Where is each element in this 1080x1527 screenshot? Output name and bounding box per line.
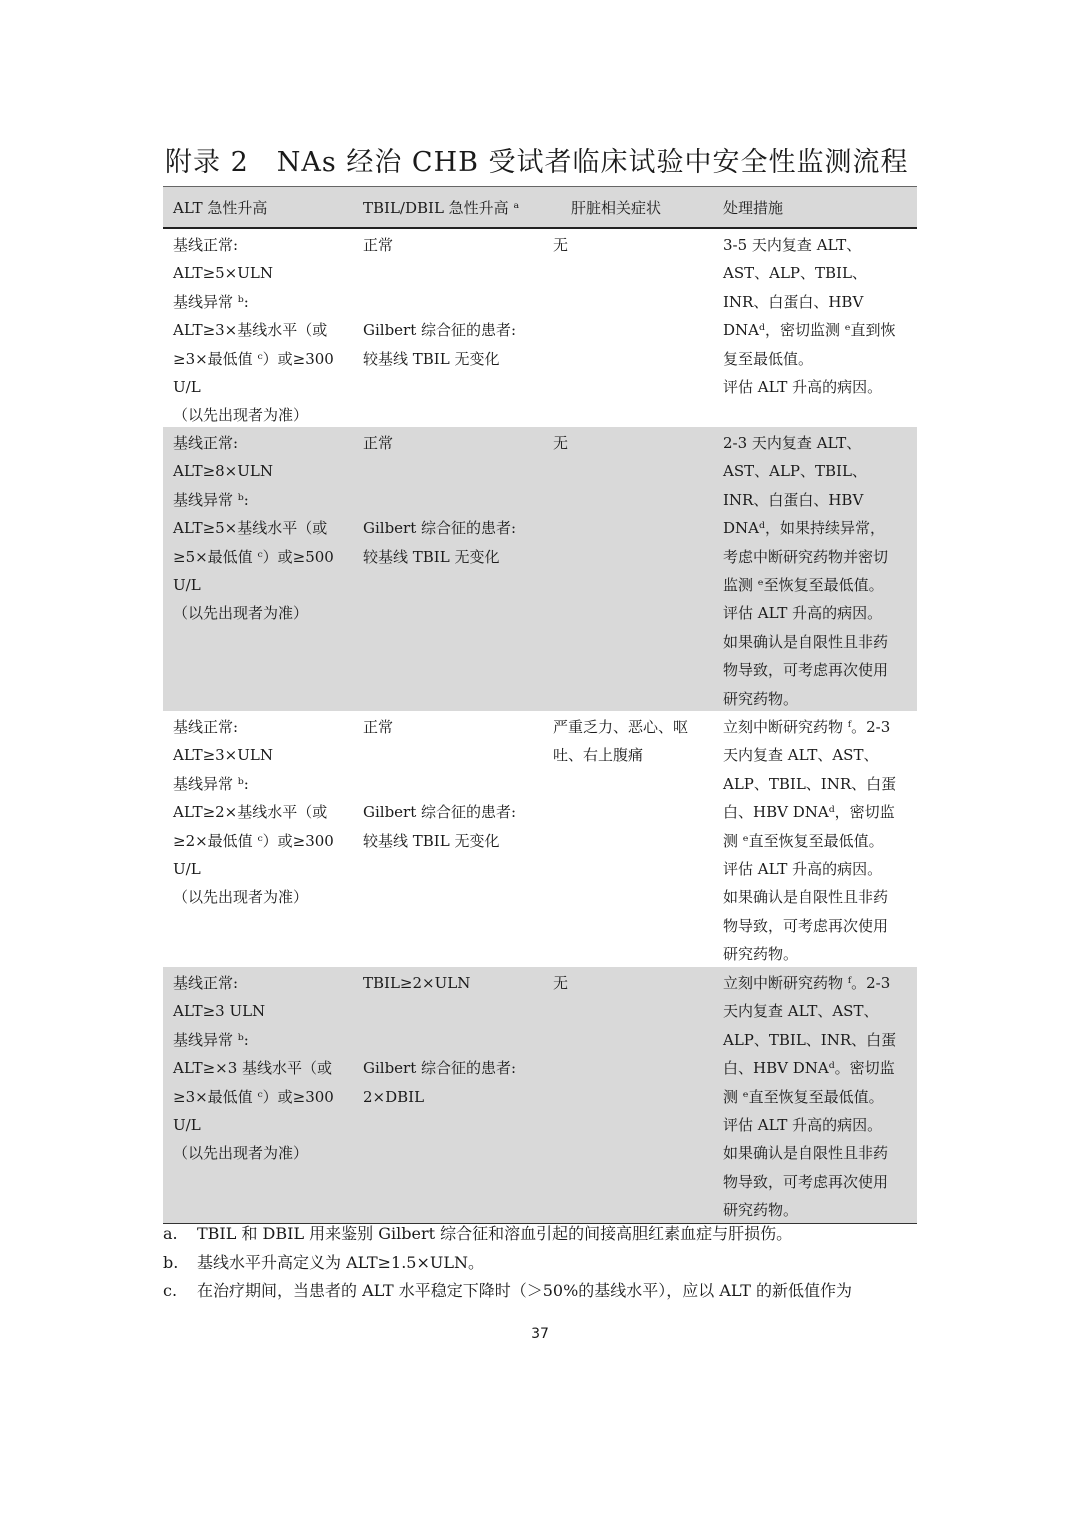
cell-symptom: 无 [553, 434, 569, 452]
cell-action: 3-5 天内复查 ALT、 AST、ALP、TBIL、 INR、白蛋白、HBV DNAᵈ，密切监测 ᵉ直到恢 复至最低值。 评估 ALT 升高的病因。 [723, 236, 896, 397]
cell-action: 2-3 天内复查 ALT、 AST、ALP、TBIL、 INR、白蛋白、HBV DNAᵈ，如果持续异常， 考虑中断研究药物并密切 监测 ᵉ至恢复至最低值。 评估 ALT 升高的病因。 如果确认是自限性且非药 物导致，可考虑再次使用 研究药物。 [723, 434, 889, 708]
footnote-key: a. [163, 1224, 178, 1243]
footnote-item [163, 1220, 923, 1249]
footnote-text: 基线水平升高定义为 ALT≥1.5×ULN。 [197, 1252, 485, 1272]
cell-symptom: 严重乏力、恶心、呕 吐、右上腹痛 [553, 718, 689, 765]
table-header [163, 187, 917, 229]
cell-symptom: 无 [553, 236, 569, 254]
header-alt: ALT 急性升高 [173, 198, 268, 217]
table-row [163, 967, 917, 1223]
footnote-item [163, 1249, 923, 1278]
cell-tbil: TBIL≥2×ULN Gilbert 综合征的患者: 2×DBIL [363, 974, 517, 1106]
cell-symptom: 无 [553, 974, 569, 992]
table-row [163, 427, 917, 711]
cell-alt: 基线正常: ALT≥5×ULN 基线异常 ᵇ: ALT≥3×基线水平（或 ≥3×最低值 ᶜ）或≥300 U/L （以先出现者为准） [173, 236, 334, 425]
cell-alt: 基线正常: ALT≥8×ULN 基线异常 ᵇ: ALT≥5×基线水平（或 ≥5×最低值 ᶜ）或≥500 U/L （以先出现者为准） [173, 434, 334, 623]
footnote-key: b. [163, 1252, 179, 1272]
safety-monitoring-table [163, 186, 917, 1224]
header-tbil: TBIL/DBIL 急性升高 ᵃ [363, 198, 520, 217]
cell-action: 立刻中断研究药物 ᶠ。2-3 天内复查 ALT、AST、 ALP、TBIL、INR、白蛋 白、HBV DNAᵈ。密切监 测 ᵉ直至恢复至最低值。 评估 ALT 升高的病因。 如果确认是自限性且非药 物导致，可考虑再次使用 研究药物。 [723, 974, 897, 1220]
cell-tbil: 正常 Gilbert 综合征的患者: 较基线 TBIL 无变化 [363, 718, 517, 850]
table-row [163, 711, 917, 967]
footnote-item [163, 1277, 923, 1306]
footnote-key: c. [163, 1281, 178, 1300]
cell-alt: 基线正常: ALT≥3×ULN 基线异常 ᵇ: ALT≥2×基线水平（或 ≥2×最低值 ᶜ）或≥300 U/L （以先出现者为准） [173, 718, 334, 907]
header-symptom: 肝脏相关症状 [571, 198, 662, 217]
cell-action: 立刻中断研究药物 ᶠ。2-3 天内复查 ALT、AST、 ALP、TBIL、INR、白蛋 白、HBV DNAᵈ，密切监 测 ᵉ直至恢复至最低值。 评估 ALT 升高的病因。 如果确认是自限性且非药 物导致，可考虑再次使用 研究药物。 [723, 718, 897, 964]
header-action: 处理措施 [723, 198, 784, 217]
table-row [163, 229, 917, 427]
cell-tbil: 正常 Gilbert 综合征的患者: 较基线 TBIL 无变化 [363, 236, 517, 368]
cell-tbil: 正常 Gilbert 综合征的患者: 较基线 TBIL 无变化 [363, 434, 517, 566]
footnote-text: 在治疗期间，当患者的 ALT 水平稳定下降时（＞50%的基线水平），应以 ALT 的新低值作为 [197, 1281, 853, 1300]
page-title: 附录 2 NAs 经治 CHB 受试者临床试验中安全性监测流程 [165, 147, 909, 178]
cell-alt: 基线正常: ALT≥3 ULN 基线异常 ᵇ: ALT≥×3 基线水平（或 ≥3×最低值 ᶜ）或≥300 U/L （以先出现者为准） [173, 974, 334, 1163]
page-number: 37 [531, 1326, 549, 1342]
footnote-text: TBIL 和 DBIL 用来鉴别 Gilbert 综合征和溶血引起的间接高胆红素血症与肝损伤。 [197, 1224, 793, 1243]
footnotes [163, 1220, 923, 1306]
